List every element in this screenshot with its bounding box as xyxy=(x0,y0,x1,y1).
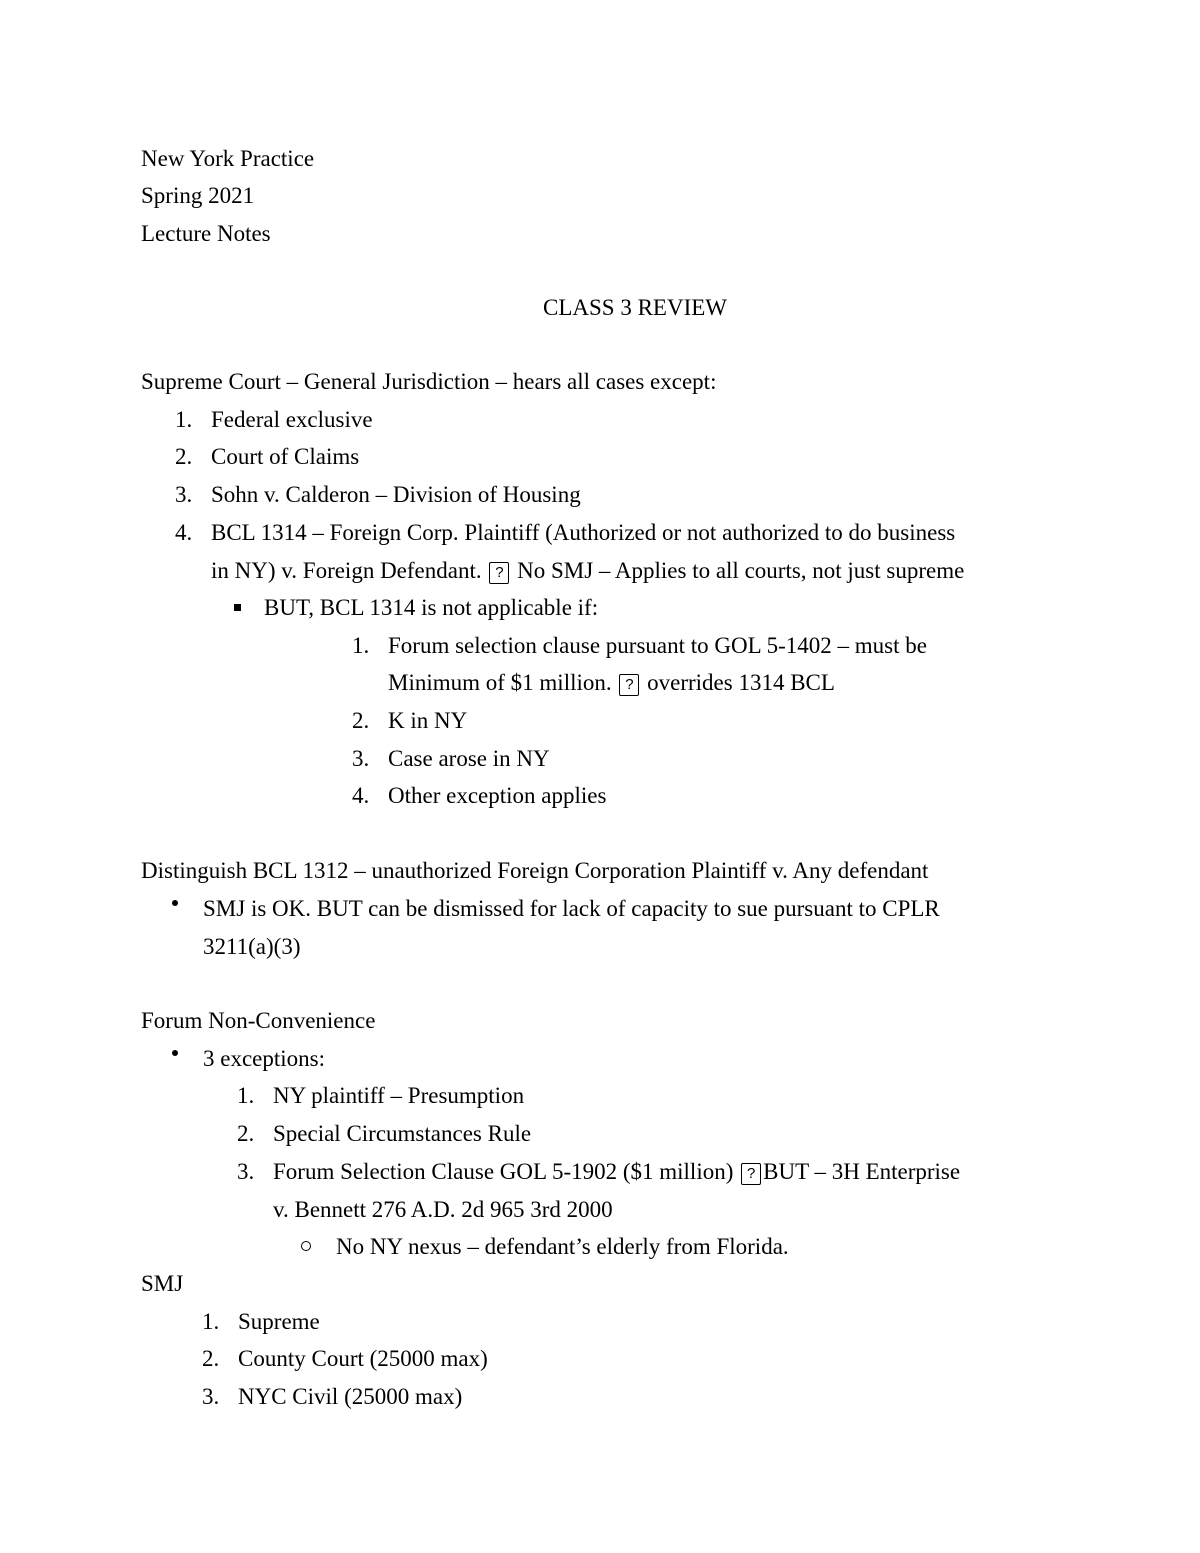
supreme-heading: Supreme Court – General Jurisdiction – hears all cases except: xyxy=(141,369,717,394)
list-number: 3. xyxy=(175,482,193,507)
list-item-text: BUT – 3H Enterprise xyxy=(763,1159,961,1184)
sub-bullet-text: BUT, BCL 1314 is not applicable if: xyxy=(264,595,599,620)
list-item: NY plaintiff – Presumption xyxy=(273,1083,525,1108)
circle-bullet-icon xyxy=(301,1241,311,1251)
square-bullet-icon xyxy=(234,604,241,611)
nested-list-item: K in NY xyxy=(388,708,468,733)
document-type: Lecture Notes xyxy=(141,221,271,246)
continuation-text: overrides 1314 BCL xyxy=(647,670,835,695)
list-number: 2. xyxy=(352,708,370,733)
bullet-text: SMJ is OK. BUT can be dismissed for lack of capacity to sue pursuant to CPLR xyxy=(203,896,940,921)
bullet-text: 3 exceptions: xyxy=(203,1046,325,1071)
list-item: County Court (25000 max) xyxy=(238,1346,488,1371)
list-number: 4. xyxy=(175,520,193,545)
nested-list-item-continuation xyxy=(388,668,835,698)
list-item: Special Circumstances Rule xyxy=(273,1121,532,1146)
sub-bullet-text: No NY nexus – defendant’s elderly from Florida. xyxy=(336,1234,789,1259)
list-item: Sohn v. Calderon – Division of Housing xyxy=(211,482,581,507)
list-number: 2. xyxy=(175,444,193,469)
continuation-text: No SMJ – Applies to all courts, not just supreme xyxy=(517,558,965,583)
unknown-glyph-icon: ? xyxy=(741,1163,761,1185)
smj-heading: SMJ xyxy=(141,1271,184,1296)
course-name: New York Practice xyxy=(141,146,315,171)
list-number: 3. xyxy=(352,746,370,771)
unknown-glyph-icon: ? xyxy=(489,562,509,584)
list-number: 1. xyxy=(352,633,370,658)
distinguish-heading: Distinguish BCL 1312 – unauthorized Foreign Corporation Plaintiff v. Any defendant xyxy=(141,858,929,883)
list-item-continuation xyxy=(211,556,964,586)
list-number: 3. xyxy=(237,1159,255,1184)
list-number: 3. xyxy=(202,1384,220,1409)
nested-list-item: Forum selection clause pursuant to GOL 5-1402 – must be xyxy=(388,633,927,658)
list-number: 4. xyxy=(352,783,370,808)
list-item: Federal exclusive xyxy=(211,407,373,432)
nested-list-item: Other exception applies xyxy=(388,783,607,808)
nested-list-item: Case arose in NY xyxy=(388,746,550,771)
bullet-text-continuation: 3211(a)(3) xyxy=(203,934,301,959)
list-item: BCL 1314 – Foreign Corp. Plaintiff (Authorized or not authorized to do business xyxy=(211,520,956,545)
list-number: 1. xyxy=(237,1083,255,1108)
list-item-continuation: v. Bennett 276 A.D. 2d 965 3rd 2000 xyxy=(273,1197,613,1222)
list-number: 1. xyxy=(202,1309,220,1334)
forum-heading: Forum Non-Convenience xyxy=(141,1008,376,1033)
bullet-icon xyxy=(172,1050,178,1056)
page-title: CLASS 3 REVIEW xyxy=(543,295,727,320)
unknown-glyph-icon: ? xyxy=(619,674,639,696)
continuation-text: Minimum of $1 million. xyxy=(388,670,612,695)
list-item: Court of Claims xyxy=(211,444,360,469)
list-number: 1. xyxy=(175,407,193,432)
list-number: 2. xyxy=(237,1121,255,1146)
list-number: 2. xyxy=(202,1346,220,1371)
semester: Spring 2021 xyxy=(141,183,255,208)
bullet-icon xyxy=(172,900,178,906)
continuation-text: in NY) v. Foreign Defendant. xyxy=(211,558,482,583)
list-item-text: Forum Selection Clause GOL 5-1902 ($1 million) xyxy=(273,1159,734,1184)
list-item: NYC Civil (25000 max) xyxy=(238,1384,463,1409)
list-item xyxy=(273,1157,960,1187)
list-item: Supreme xyxy=(238,1309,320,1334)
